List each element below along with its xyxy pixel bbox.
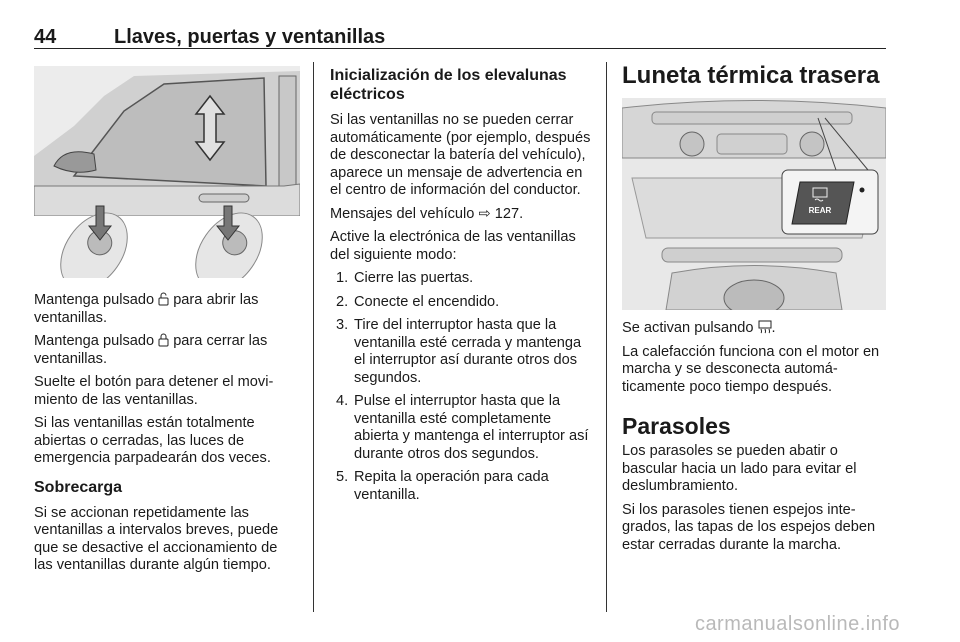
paragraph: Suelte el botón para detener el movimiento de las ventanillas. xyxy=(34,374,274,408)
paragraph: Mensajes del vehículo ⇨ 127. xyxy=(330,205,524,222)
column-left xyxy=(34,62,300,581)
paragraph: Active la electrónica de las ventanillas del siguiente modo: xyxy=(330,229,576,263)
paragraph: Si se accionan repetidamente las ventanillas a intervalos breves, puede que se desactive el accionamiento de las ventanillas durante algún tiempo. xyxy=(34,504,279,573)
window-key-illustration xyxy=(34,66,300,278)
rear-button-label: REAR xyxy=(808,206,832,215)
section-heading: Parasoles xyxy=(622,413,731,439)
step-text: Repita la operación para cada ventanilla. xyxy=(354,469,549,503)
step-number: 2. xyxy=(336,293,349,310)
step-number: 5. xyxy=(336,469,349,485)
unlock-icon xyxy=(158,292,169,306)
list-item xyxy=(330,270,592,288)
paragraph xyxy=(622,320,886,338)
page-title: Llaves, puertas y ventanillas xyxy=(114,26,386,48)
text: para abrir las ventanillas. xyxy=(34,292,259,326)
paragraph: Si las ventanillas no se pueden cerrar automáticamente (por ejemplo, después de desconectar la batería del vehículo), aparece un mensaje de advertencia en el centro de información del conductor. xyxy=(330,112,591,198)
step-number: 4. xyxy=(336,393,349,409)
text: Mantenga pulsado xyxy=(34,333,159,349)
list-item xyxy=(330,393,592,463)
column-divider xyxy=(313,62,314,612)
steps-list xyxy=(330,270,592,504)
section-heading: Luneta térmica trasera xyxy=(622,62,880,89)
text: Se activan pulsando xyxy=(622,320,758,336)
paragraph xyxy=(34,292,300,327)
column-middle xyxy=(330,62,592,510)
column-divider xyxy=(606,62,607,612)
section-heading: Inicialización de los elevalunas eléctricos xyxy=(330,67,567,103)
column-right xyxy=(622,62,886,560)
step-text: Tire del interruptor hasta que la ventanilla esté cerrada y mantenga el interruptor así durante otros dos segundos. xyxy=(354,317,582,386)
rear-defrost-icon xyxy=(758,320,772,334)
dashboard-illustration xyxy=(622,98,886,310)
page-header xyxy=(34,20,886,49)
step-text: Cierre las puertas. xyxy=(354,270,474,286)
step-number: 1. xyxy=(336,270,349,286)
paragraph: Los parasoles se pueden abatir o bascular hacia un lado para evitar el deslumbramiento. xyxy=(622,443,857,494)
text: Mantenga pulsado xyxy=(34,292,159,308)
page-number: 44 xyxy=(34,26,57,48)
lock-icon xyxy=(158,333,169,347)
list-item xyxy=(330,294,592,312)
paragraph: La calefacción funciona con el motor en marcha y se desconecta automáticamente poco tiempo después. xyxy=(622,343,880,395)
watermark: carmanualsonline.info xyxy=(694,613,900,635)
step-number: 3. xyxy=(336,317,349,333)
paragraph xyxy=(34,333,300,368)
paragraph: Si las ventanillas están totalmente abiertas o cerradas, las luces de emergencia parpadearán dos veces. xyxy=(34,415,271,466)
text: para cerrar las ventanillas. xyxy=(34,333,268,367)
section-heading: Sobrecarga xyxy=(34,478,123,496)
step-text: Pulse el interruptor hasta que la ventanilla esté completamente abierta y mantenga el interruptor así durante otros dos segundos. xyxy=(354,393,589,462)
list-item xyxy=(330,469,592,504)
paragraph: Si los parasoles tienen espejos integrados, las tapas de los espejos deben estar cerradas durante la marcha. xyxy=(622,501,876,553)
step-text: Conecte el encendido. xyxy=(354,293,500,310)
list-item xyxy=(330,317,592,387)
text: . xyxy=(771,320,776,336)
